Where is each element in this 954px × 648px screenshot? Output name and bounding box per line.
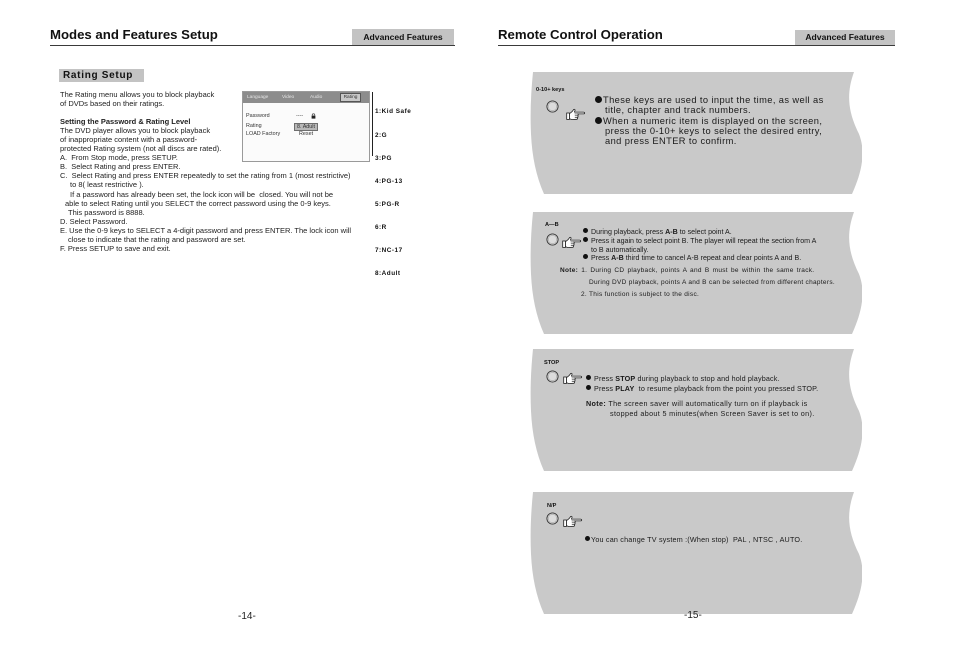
instruction-text: Press it again to select point B. The player will repeat the section from A — [591, 236, 817, 245]
instruction-text: You can change TV system :(When stop) PAL , NTSC , AUTO. — [591, 534, 803, 544]
bullet-icon — [583, 228, 588, 233]
rating-level: 3:PG — [375, 154, 392, 162]
instruction-text: These keys are used to input the time, as well as — [603, 95, 824, 105]
remote-key-icon — [546, 512, 559, 525]
step-line: to 8( least restrictive ). — [70, 179, 144, 189]
instruction-line: title, chapter and track numbers. — [605, 105, 752, 115]
step-line: If a password has already been set, the lock icon will be closed. You will not be — [70, 189, 334, 199]
note-line — [560, 267, 814, 275]
step-line: D. Select Password. — [60, 216, 128, 226]
bullet-icon — [585, 536, 590, 541]
instruction-text: Press — [594, 373, 616, 383]
step-line: A. From Stop mode, press SETUP. — [60, 152, 178, 162]
key-label: STOP — [544, 360, 560, 366]
instruction-line: to B automatically. — [591, 245, 649, 254]
note-text: The screen saver will automatically turn on if playback is — [606, 398, 808, 408]
instruction-text: to select point A. — [677, 227, 732, 236]
menu-row-label: Rating — [246, 122, 262, 129]
title-rule — [498, 45, 895, 46]
intro-line: The Rating menu allows you to block playback — [60, 89, 215, 99]
step-line: E. Use the 0-9 keys to SELECT a 4-digit password and press ENTER. The lock icon will — [60, 225, 352, 235]
bullet-icon — [583, 237, 588, 242]
key-name: A-B — [611, 253, 624, 262]
stop-panel — [530, 349, 862, 471]
menu-tab-video: Video — [282, 95, 295, 100]
title-rule — [50, 45, 455, 46]
rating-level: 2:G — [375, 131, 388, 139]
step-line: B. Select Rating and press ENTER. — [60, 161, 181, 171]
instruction-line — [595, 116, 822, 126]
rating-level: 7:NC-17 — [375, 247, 403, 255]
rating-level: 4:PG-13 — [375, 177, 403, 185]
menu-row-label: Password — [246, 112, 270, 119]
key-label: A—B — [545, 222, 559, 228]
key-label: 0-10+ keys — [536, 87, 565, 93]
description-line: protected Rating system (not all discs are rated). — [60, 143, 222, 153]
pointing-hand-icon — [562, 236, 582, 252]
instruction-text: Press — [594, 383, 616, 393]
instruction-line — [583, 228, 732, 237]
lock-icon — [311, 113, 316, 119]
note-line: stopped about 5 minutes(when Screen Saver is set to on). — [610, 408, 815, 418]
note-label: Note: — [560, 267, 579, 274]
step-line: able to select Rating until you SELECT the correct password using the 0-9 keys. — [65, 198, 331, 208]
step-line: close to indicate that the rating and password are set. — [68, 234, 246, 244]
description-line: The DVD player allows you to block playback — [60, 125, 211, 135]
pointing-hand-icon — [563, 372, 583, 388]
page-number: -15- — [684, 610, 702, 621]
instruction-text: during playback to stop and hold playback. — [635, 373, 780, 383]
step-line: F. Press SETUP to save and exit. — [60, 243, 171, 253]
remote-key-icon — [546, 370, 559, 383]
panel-background — [530, 492, 862, 614]
menu-tab-language: Language — [247, 95, 269, 100]
instruction-line: and press ENTER to confirm. — [605, 136, 737, 146]
pointing-hand-icon — [563, 515, 583, 531]
section-tag: Advanced Features — [352, 29, 454, 45]
rating-level: 6:R — [375, 223, 387, 231]
instruction-line — [586, 374, 780, 383]
menu-tab-rating: Rating — [340, 93, 361, 102]
subheading: Setting the Password & Rating Level — [60, 116, 191, 126]
note-label: Note: — [586, 398, 607, 408]
bullet-icon — [586, 375, 591, 380]
instruction-line — [586, 384, 818, 393]
ab-repeat-panel — [530, 212, 862, 334]
step-line: This password is 8888. — [68, 207, 145, 217]
instruction-line — [583, 237, 816, 246]
section-heading: Rating Setup — [59, 69, 144, 82]
menu-row-value: ---- — [296, 112, 304, 119]
menu-tab-bar — [243, 92, 369, 103]
rating-level: 1:Kid Safe — [375, 108, 412, 116]
rating-list-divider — [372, 92, 373, 156]
note-text: 1. During CD playback, points A and B must be within the same track. — [578, 267, 815, 274]
instruction-text: Press — [591, 253, 612, 262]
bullet-icon — [583, 254, 588, 259]
tv-system-panel — [530, 492, 862, 614]
key-name: PLAY — [615, 383, 635, 393]
instruction-line — [595, 95, 824, 105]
bullet-icon — [595, 96, 602, 103]
key-name: STOP — [615, 373, 636, 383]
description-line: of inappropriate content with a password- — [60, 134, 198, 144]
page-title: Modes and Features Setup — [50, 27, 218, 42]
instruction-line — [583, 254, 801, 263]
instruction-text: When a numeric item is displayed on the screen, — [603, 116, 823, 126]
instruction-text: third time to cancel A-B repeat and clear points A and B. — [623, 253, 802, 262]
step-line: C. Select Rating and press ENTER repeatedly to set the rating from 1 (most restrictive) — [60, 170, 351, 180]
numeric-keys-panel — [530, 72, 862, 194]
pointing-hand-icon — [566, 108, 586, 124]
note-line — [586, 399, 808, 408]
rating-levels-list — [375, 93, 411, 293]
section-tag: Advanced Features — [795, 30, 895, 45]
instruction-line: press the 0-10+ keys to select the desired entry, — [605, 126, 823, 136]
key-name: A-B — [665, 227, 678, 236]
instruction-text: During playback, press — [591, 227, 666, 236]
menu-row-label: LOAD Factory — [246, 130, 281, 137]
instruction-text: to resume playback from the point you pressed STOP. — [634, 383, 819, 393]
note-line: During DVD playback, points A and B can be selected from different chapters. — [589, 279, 835, 286]
menu-row-value-selected: 8. Adult — [294, 123, 318, 131]
menu-tab-audio: Audio — [310, 95, 323, 100]
instruction-line — [585, 535, 802, 544]
bullet-icon — [595, 117, 602, 124]
key-label: N/P — [547, 503, 557, 509]
rating-menu-screenshot — [242, 91, 370, 162]
intro-line: of DVDs based on their ratings. — [60, 98, 165, 108]
note-line: 2. This function is subject to the disc. — [581, 291, 700, 298]
rating-level: 8:Adult — [375, 270, 401, 278]
menu-row-value: Reset — [299, 130, 314, 137]
bullet-icon — [586, 385, 591, 390]
remote-key-icon — [546, 100, 559, 113]
remote-key-icon — [546, 233, 559, 246]
rating-level: 5:PG-R — [375, 200, 400, 208]
page-title: Remote Control Operation — [498, 27, 663, 42]
page-number: -14- — [238, 611, 256, 622]
